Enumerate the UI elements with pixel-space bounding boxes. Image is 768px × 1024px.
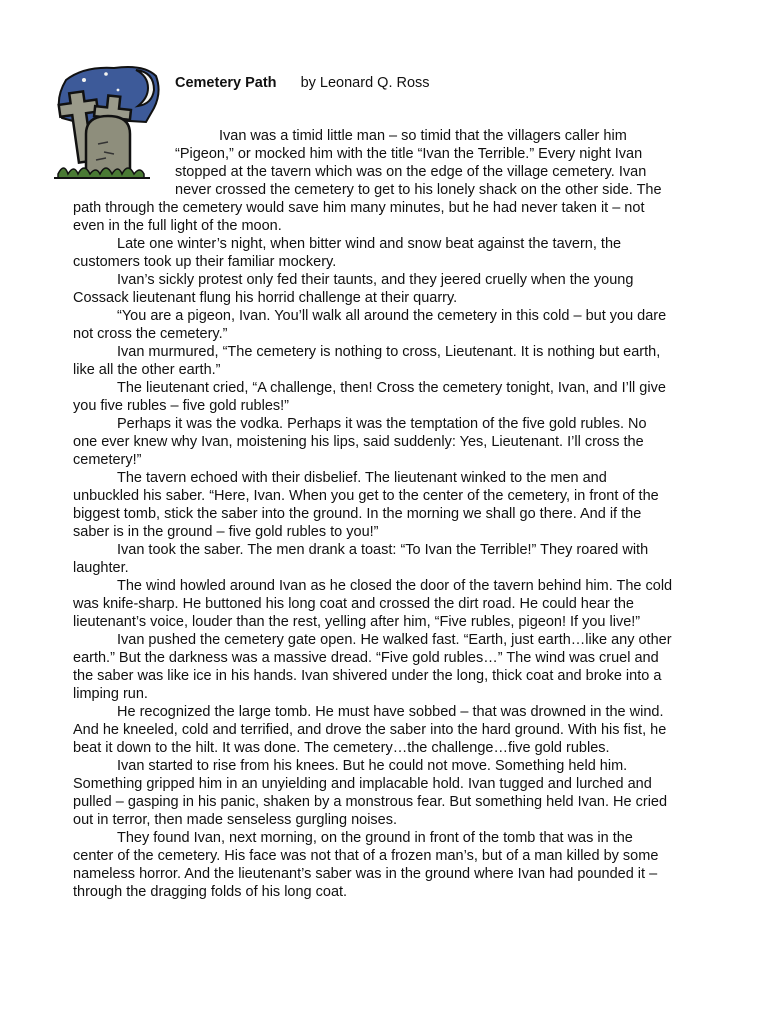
paragraph-line: limping run.: [73, 686, 148, 702]
paragraph-line: The wind howled around Ivan as he closed the door of the tavern behind him. The cold: [117, 578, 673, 594]
paragraph-line: nameless horror. And the lieutenant’s saber was in the ground where Ivan had pounded it –: [73, 866, 658, 882]
paragraph-line: laughter.: [73, 560, 129, 576]
paragraph-line: cemetery!”: [73, 452, 142, 468]
paragraph-line: you five rubles – five gold rubles!”: [73, 398, 289, 414]
paragraph-line: like all the other earth.”: [73, 362, 221, 378]
paragraph-line: Late one winter’s night, when bitter wind and snow beat against the tavern, the: [117, 236, 622, 252]
paragraph-line: saber is in the ground – five gold rubles to you!”: [73, 524, 379, 540]
paragraph-line: through the dragging folds of his long coat.: [73, 884, 348, 900]
paragraph-line: The lieutenant cried, “A challenge, then! Cross the cemetery tonight, Ivan, and I’ll give: [117, 380, 666, 396]
paragraph-line: never crossed the cemetery to get to his lonely shack on the other side. The: [175, 182, 662, 198]
paragraph-line: He recognized the large tomb. He must have sobbed – that was drowned in the wind.: [117, 704, 664, 720]
paragraph-line: not cross the cemetery.”: [73, 326, 228, 342]
paragraph-line: Cossack lieutenant flung his horrid challenge at their quarry.: [73, 290, 458, 306]
paragraph-line: They found Ivan, next morning, on the ground in front of the tomb that was in the: [117, 830, 633, 846]
paragraph-line: Something gripped him in an unyielding and implacable hold. Ivan tugged and lurched and: [73, 776, 652, 792]
paragraph-line: Perhaps it was the vodka. Perhaps it was the temptation of the five gold rubles. No: [117, 416, 647, 432]
paragraph-line: Ivan’s sickly protest only fed their taunts, and they jeered cruelly when the young: [117, 272, 634, 288]
paragraph-line: customers took up their familiar mockery.: [73, 254, 337, 270]
paragraph-line: Ivan started to rise from his knees. But he could not move. Something held him.: [117, 758, 628, 774]
paragraph-line: center of the cemetery. His face was not that of a frozen man’s, but of a man killed by some: [73, 848, 659, 864]
paragraph-line: pulled – gasping in his panic, shaken by a monstrous fear. But something held Ivan. He cried: [73, 794, 668, 810]
paragraph-line: “Pigeon,” or mocked him with the title “Ivan the Terrible.” Every night Ivan: [175, 146, 643, 162]
paragraph-line: unbuckled his saber. “Here, Ivan. When you get to the center of the cemetery, in front of the: [73, 488, 659, 504]
paragraph-line: one ever knew why Ivan, moistening his lips, said suddenly: Yes, Lieutenant. I’ll cross the: [73, 434, 644, 450]
paragraph-line: the saber was like ice in his hands. Ivan shivered under the long, thick coat and broke into a: [73, 668, 662, 684]
paragraph-line: “You are a pigeon, Ivan. You’ll walk all around the cemetery in this cold – but you dare: [117, 308, 667, 324]
paragraph-line: out in terror, then made senseless gurgling noises.: [73, 812, 398, 828]
title-line: [175, 74, 430, 92]
paragraph-line: earth.” But the darkness was a massive dread. “Five gold rubles…” The wind was cruel and: [73, 650, 659, 666]
paragraph-line: Ivan took the saber. The men drank a toast: “To Ivan the Terrible!” They roared with: [117, 542, 649, 558]
paragraph-line: lieutenant’s voice, louder than the rest, yelling after him, “Five rubles, pigeon! If you live!”: [73, 614, 641, 630]
paragraph-line: was knife-sharp. He buttoned his long coat and crossed the dirt road. He could hear the: [73, 596, 634, 612]
paragraph-line: The tavern echoed with their disbelief. The lieutenant winked to the men and: [117, 470, 607, 486]
paragraph-line: Ivan pushed the cemetery gate open. He walked fast. “Earth, just earth…like any other: [117, 632, 672, 648]
paragraph-line: path through the cemetery would save him many minutes, but he had never taken it – not: [73, 200, 645, 216]
paragraph-line: beat it down to the hilt. It was done. The cemetery…the challenge…five gold rubles.: [73, 740, 610, 756]
paragraph-line: Ivan was a timid little man – so timid that the villagers caller him: [219, 128, 627, 144]
story-byline: by Leonard Q. Ross: [300, 75, 430, 91]
paragraph-line: even in the full light of the moon.: [73, 218, 282, 234]
story-title: Cemetery Path: [175, 75, 277, 91]
paragraph-line: biggest tomb, stick the saber into the ground. In the morning we shall go there. And if the: [73, 506, 642, 522]
paragraph-line: stopped at the tavern which was on the edge of the village cemetery. Ivan: [175, 164, 647, 180]
cemetery-gravestones-icon: [44, 62, 170, 186]
paragraph-line: And he kneeled, cold and terrified, and drove the saber into the hard ground. With his fist, he: [73, 722, 667, 738]
paragraph-line: Ivan murmured, “The cemetery is nothing to cross, Lieutenant. It is nothing but earth,: [117, 344, 661, 360]
